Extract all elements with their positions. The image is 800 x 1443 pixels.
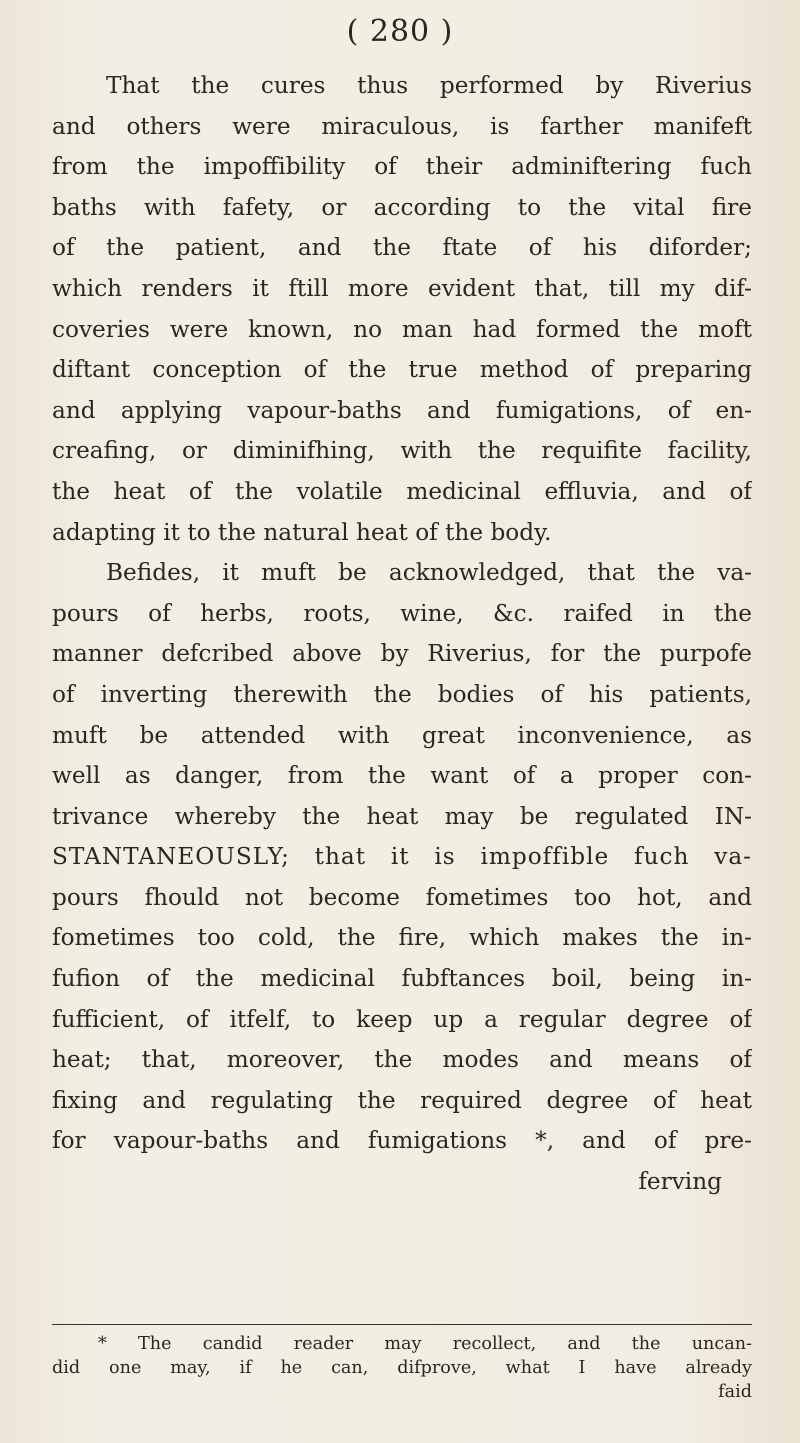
text-line: fufion of the medicinal fubftances boil, being in- — [52, 965, 752, 993]
text-line: That the cures thus performed by Riverius — [106, 72, 752, 99]
text-line: and others were miraculous, is farther manifeft — [52, 112, 752, 140]
text-line: STANTANEOUSLY; that it is impoffible fuch va- — [52, 843, 752, 871]
text-line: from the impoffibility of their adminiftering fuch — [52, 153, 752, 181]
footnote — [52, 1332, 752, 1404]
body-text — [52, 66, 752, 1203]
text-line: for vapour-baths and fumigations *, and of pre- — [52, 1127, 752, 1155]
text-line: diftant conception of the true method of preparing — [52, 356, 752, 384]
text-line: manner defcribed above by Riverius, for the purpofe — [52, 640, 752, 668]
footnote-line: did one may, if he can, difprove, what I have already — [52, 1358, 752, 1378]
text-line: pours of herbs, roots, wine, &c. raifed in the — [52, 599, 752, 627]
text-line: and applying vapour-baths and fumigations, of en- — [52, 396, 752, 424]
text-line: muft be attended with great inconvenience, as — [52, 721, 752, 749]
text-line: the heat of the volatile medicinal effluvia, and of — [52, 477, 752, 505]
text-line: pours fhould not become fometimes too hot, and — [52, 883, 752, 911]
text-line: fufficient, of itfelf, to keep up a regular degree of — [52, 1005, 752, 1033]
text-line: adapting it to the natural heat of the body. — [52, 518, 552, 546]
text-line: heat; that, moreover, the modes and means of — [52, 1046, 752, 1074]
text-line: of the patient, and the ftate of his diforder; — [52, 234, 752, 262]
footnote-divider — [52, 1324, 752, 1325]
footnote-catchword: faid — [718, 1382, 752, 1402]
footnote-line: * The candid reader may recollect, and the uncan- — [98, 1334, 752, 1354]
text-line: trivance whereby the heat may be regulated IN- — [52, 802, 752, 830]
text-line: fometimes too cold, the fire, which makes the in- — [52, 924, 752, 952]
text-line: well as danger, from the want of a proper con- — [52, 762, 752, 790]
text-line: of inverting therewith the bodies of his patients, — [52, 680, 752, 708]
text-line: which renders it ftill more evident that, till my dif- — [52, 274, 752, 302]
text-line: baths with fafety, or according to the vital fire — [52, 193, 752, 221]
text-line: Befides, it muft be acknowledged, that the va- — [106, 559, 752, 587]
text-line: fixing and regulating the required degree of heat — [52, 1086, 752, 1114]
text-line: coveries were known, no man had formed the moft — [52, 315, 752, 343]
text-line: creafing, or diminifhing, with the requifite facility, — [52, 437, 752, 465]
catchword: ferving — [638, 1168, 722, 1196]
page-number: ( 280 ) — [346, 14, 454, 49]
